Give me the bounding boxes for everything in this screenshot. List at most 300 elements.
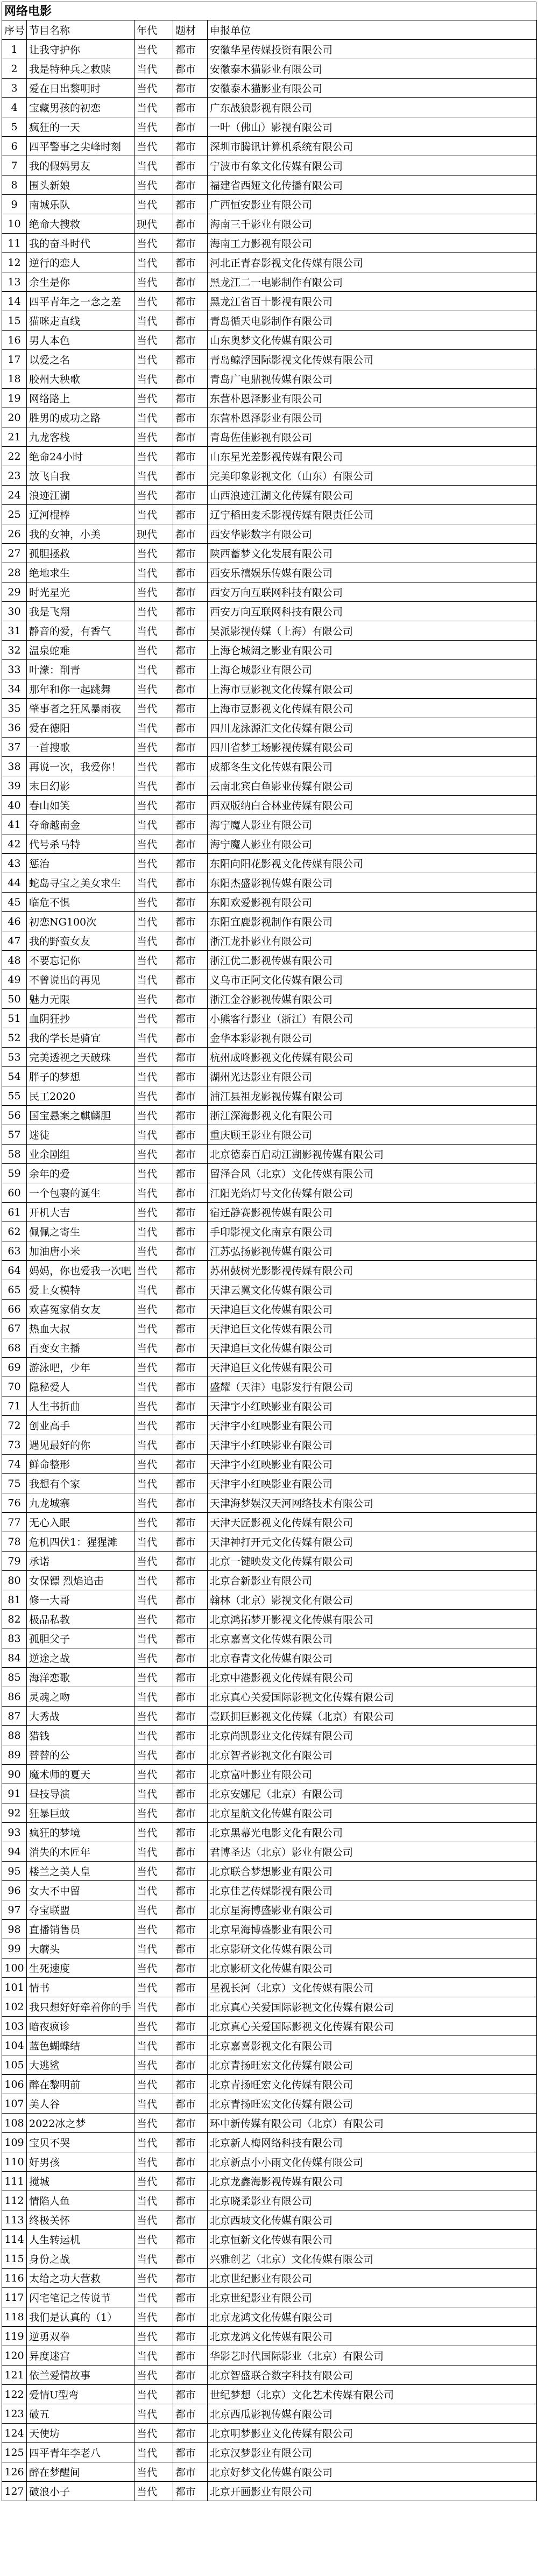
cell-program-name: 逆勇双拳 — [27, 2327, 134, 2346]
cell-applicant: 北京新人梅网络科技有限公司 — [208, 2133, 537, 2152]
cell-program-name: 极品私教 — [27, 1610, 134, 1629]
cell-program-name: 妈妈，你也爱我一次吧 — [27, 1261, 134, 1280]
cell-program-name: 叶濛：削青 — [27, 660, 134, 679]
cell-genre: 都市 — [173, 1862, 208, 1881]
cell-serial: 23 — [2, 466, 27, 486]
cell-serial: 57 — [2, 1125, 27, 1145]
cell-serial: 53 — [2, 1048, 27, 1067]
table-row — [2, 796, 537, 815]
cell-serial: 22 — [2, 447, 27, 466]
cell-program-name: 我想有个家 — [27, 1474, 134, 1493]
cell-applicant: 山东星光差影视传媒有限公司 — [208, 447, 537, 466]
table-row — [2, 1493, 537, 1513]
cell-applicant: 天津云翼文化传媒有限公司 — [208, 1280, 537, 1300]
cell-serial: 98 — [2, 1920, 27, 1939]
cell-serial: 15 — [2, 311, 27, 331]
cell-genre: 都市 — [173, 176, 208, 195]
cell-serial: 46 — [2, 912, 27, 931]
cell-program-name: 太给之功大营救 — [27, 2269, 134, 2288]
table-row — [2, 757, 537, 776]
cell-genre: 都市 — [173, 1241, 208, 1261]
table-row — [2, 1377, 537, 1396]
cell-era: 当代 — [134, 679, 173, 699]
table-row — [2, 1067, 537, 1086]
cell-serial: 49 — [2, 970, 27, 989]
cell-genre: 都市 — [173, 1629, 208, 1648]
cell-serial: 70 — [2, 1377, 27, 1396]
cell-applicant: 翰林（北京）影视文化有限公司 — [208, 1590, 537, 1610]
cell-serial: 68 — [2, 1338, 27, 1358]
cell-serial: 99 — [2, 1939, 27, 1959]
cell-program-name: 依兰爱情故事 — [27, 2366, 134, 2385]
cell-genre: 都市 — [173, 1571, 208, 1590]
cell-serial: 48 — [2, 951, 27, 970]
cell-applicant: 天津追巨文化传媒有限公司 — [208, 1358, 537, 1377]
cell-program-name: 百变女主播 — [27, 1338, 134, 1358]
table-row — [2, 40, 537, 59]
cell-era: 当代 — [134, 776, 173, 796]
cell-genre: 都市 — [173, 1416, 208, 1435]
cell-program-name: 灵魂之吻 — [27, 1687, 134, 1707]
cell-genre: 都市 — [173, 1222, 208, 1241]
cell-serial: 124 — [2, 2424, 27, 2443]
cell-program-name: 情书 — [27, 1978, 134, 1997]
cell-program-name: 狂暴巨蚊 — [27, 1803, 134, 1823]
cell-applicant: 东阳宜鹿影视制作有限公司 — [208, 912, 537, 931]
cell-applicant: 天津追巨文化传媒有限公司 — [208, 1338, 537, 1358]
cell-program-name: 胜男的成功之路 — [27, 408, 134, 427]
cell-genre: 都市 — [173, 2094, 208, 2114]
cell-genre: 都市 — [173, 1455, 208, 1474]
header-program-name: 节目名称 — [27, 20, 134, 40]
cell-applicant: 北京明梦影业文化传媒有限公司 — [208, 2424, 537, 2443]
cell-program-name: 闪宅笔记之传说节 — [27, 2288, 134, 2307]
cell-applicant: 辽宁稻田麦禾影视传媒有限责任公司 — [208, 505, 537, 524]
table-row — [2, 1048, 537, 1067]
cell-program-name: 昼技导演 — [27, 1784, 134, 1803]
cell-serial: 51 — [2, 1009, 27, 1028]
cell-genre: 都市 — [173, 2114, 208, 2133]
cell-applicant: 宿迁静赛影视传媒有限公司 — [208, 1203, 537, 1222]
header-era: 年代 — [134, 20, 173, 40]
table-row — [2, 582, 537, 602]
cell-program-name: 情陷人鱼 — [27, 2191, 134, 2210]
table-row — [2, 1164, 537, 1183]
cell-serial: 80 — [2, 1571, 27, 1590]
cell-serial: 61 — [2, 1203, 27, 1222]
cell-program-name: 终极关怀 — [27, 2210, 134, 2230]
cell-genre: 都市 — [173, 2443, 208, 2462]
cell-program-name: 醉在黎明前 — [27, 2075, 134, 2094]
cell-applicant: 上海仑城影业有限公司 — [208, 660, 537, 679]
table-row — [2, 195, 537, 214]
cell-applicant: 河北正青春影视文化传媒有限公司 — [208, 253, 537, 272]
cell-genre: 都市 — [173, 1067, 208, 1086]
cell-applicant: 完美印象影视文化（山东）有限公司 — [208, 466, 537, 486]
cell-program-name: 孤胆拯救 — [27, 544, 134, 563]
cell-program-name: 爱上女模特 — [27, 1280, 134, 1300]
table-row — [2, 1203, 537, 1222]
cell-applicant: 天津追巨文化传媒有限公司 — [208, 1300, 537, 1319]
cell-genre: 都市 — [173, 1474, 208, 1493]
cell-applicant: 山西浪迹江湖文化传媒有限公司 — [208, 486, 537, 505]
cell-applicant: 天津追巨文化传媒有限公司 — [208, 1319, 537, 1338]
cell-era: 当代 — [134, 602, 173, 621]
cell-era: 当代 — [134, 40, 173, 59]
cell-era: 当代 — [134, 2114, 173, 2133]
cell-serial: 59 — [2, 1164, 27, 1183]
cell-genre: 都市 — [173, 1183, 208, 1203]
cell-era: 当代 — [134, 1416, 173, 1435]
cell-serial: 79 — [2, 1552, 27, 1571]
cell-genre: 都市 — [173, 2424, 208, 2443]
cell-applicant: 江苏弘扬影视传媒有限公司 — [208, 1241, 537, 1261]
cell-applicant: 金华本彩影视有限公司 — [208, 1028, 537, 1048]
cell-serial: 27 — [2, 544, 27, 563]
cell-era: 当代 — [134, 2230, 173, 2249]
cell-era: 当代 — [134, 2327, 173, 2346]
cell-genre: 都市 — [173, 1939, 208, 1959]
cell-applicant: 天津海梦娱汉天河网络技术有限公司 — [208, 1493, 537, 1513]
cell-genre: 都市 — [173, 234, 208, 253]
table-row — [2, 214, 537, 234]
cell-serial: 100 — [2, 1959, 27, 1978]
cell-serial: 90 — [2, 1765, 27, 1784]
cell-genre: 都市 — [173, 1164, 208, 1183]
table-row — [2, 1222, 537, 1241]
cell-program-name: 承诺 — [27, 1552, 134, 1571]
cell-serial: 44 — [2, 873, 27, 893]
cell-applicant: 北京晓柔影业有限公司 — [208, 2191, 537, 2210]
table-row — [2, 1745, 537, 1765]
cell-serial: 86 — [2, 1687, 27, 1707]
cell-era: 当代 — [134, 2191, 173, 2210]
table-row — [2, 1803, 537, 1823]
cell-program-name: 楼兰之美人皇 — [27, 1862, 134, 1881]
cell-genre: 都市 — [173, 757, 208, 776]
cell-genre: 都市 — [173, 1978, 208, 1997]
cell-era: 当代 — [134, 621, 173, 641]
table-row — [2, 1648, 537, 1668]
cell-serial: 43 — [2, 854, 27, 873]
cell-era: 当代 — [134, 1881, 173, 1900]
cell-genre: 都市 — [173, 195, 208, 214]
cell-era: 当代 — [134, 1183, 173, 1203]
cell-program-name: 我的野蛮女友 — [27, 931, 134, 951]
cell-era: 当代 — [134, 544, 173, 563]
cell-genre: 都市 — [173, 1358, 208, 1377]
table-row — [2, 447, 537, 466]
cell-applicant: 北京鸿拓梦开影视文化传媒有限公司 — [208, 1610, 537, 1629]
cell-era: 当代 — [134, 408, 173, 427]
cell-genre: 都市 — [173, 1338, 208, 1358]
cell-genre: 都市 — [173, 2152, 208, 2172]
cell-era: 当代 — [134, 1455, 173, 1474]
cell-era: 当代 — [134, 796, 173, 815]
cell-program-name: 我是特种兵之救赎 — [27, 59, 134, 79]
cell-program-name: 浪迹江湖 — [27, 486, 134, 505]
table-row — [2, 1552, 537, 1571]
cell-applicant: 手印影视文化南京有限公司 — [208, 1222, 537, 1241]
cell-applicant: 北京龙鸿文化传媒有限公司 — [208, 2307, 537, 2327]
cell-program-name: 加油唐小米 — [27, 1241, 134, 1261]
cell-era: 当代 — [134, 2346, 173, 2366]
cell-program-name: 我的假妈男友 — [27, 156, 134, 176]
cell-genre: 都市 — [173, 776, 208, 796]
cell-applicant: 黑龙江省百十影视有限公司 — [208, 292, 537, 311]
cell-program-name: 我们是认真的（1） — [27, 2307, 134, 2327]
table-row — [2, 1668, 537, 1687]
table-row — [2, 1106, 537, 1125]
cell-genre: 都市 — [173, 563, 208, 582]
cell-program-name: 九龙城寨 — [27, 1493, 134, 1513]
cell-genre: 都市 — [173, 408, 208, 427]
cell-applicant: 天津宇小红映影业有限公司 — [208, 1416, 537, 1435]
table-row — [2, 893, 537, 912]
cell-applicant: 北京青扬旺宏文化传媒有限公司 — [208, 2094, 537, 2114]
cell-genre: 都市 — [173, 2210, 208, 2230]
cell-program-name: 孤胆父子 — [27, 1629, 134, 1648]
cell-applicant: 北京影研文化传媒有限公司 — [208, 1959, 537, 1978]
cell-applicant: 东营朴恩泽影业有限公司 — [208, 389, 537, 408]
cell-genre: 都市 — [173, 1687, 208, 1707]
cell-program-name: 欢喜冤家俏女友 — [27, 1300, 134, 1319]
cell-serial: 9 — [2, 195, 27, 214]
cell-era: 当代 — [134, 505, 173, 524]
cell-program-name: 鲜命整形 — [27, 1455, 134, 1474]
header-row — [2, 20, 537, 40]
table-row — [2, 350, 537, 369]
cell-applicant: 海宁魔人影业有限公司 — [208, 834, 537, 854]
cell-program-name: 女保镖 烈焰追击 — [27, 1571, 134, 1590]
cell-program-name: 生死速度 — [27, 1959, 134, 1978]
cell-era: 当代 — [134, 1338, 173, 1358]
cell-era: 当代 — [134, 1668, 173, 1687]
cell-applicant: 北京世纪影业有限公司 — [208, 2288, 537, 2307]
table-row — [2, 486, 537, 505]
cell-serial: 120 — [2, 2346, 27, 2366]
table-row — [2, 2269, 537, 2288]
table-row — [2, 1435, 537, 1455]
cell-serial: 6 — [2, 137, 27, 156]
cell-era: 当代 — [134, 738, 173, 757]
cell-applicant: 浙江深海影视文化有限公司 — [208, 1106, 537, 1125]
table-row — [2, 1241, 537, 1261]
cell-genre: 都市 — [173, 2385, 208, 2404]
cell-era: 当代 — [134, 1048, 173, 1067]
cell-applicant: 北京星海博盛影业有限公司 — [208, 1900, 537, 1920]
cell-era: 当代 — [134, 1028, 173, 1048]
table-row — [2, 1784, 537, 1803]
cell-serial: 29 — [2, 582, 27, 602]
cell-genre: 都市 — [173, 1707, 208, 1726]
cell-program-name: 网络路上 — [27, 389, 134, 408]
cell-serial: 72 — [2, 1416, 27, 1435]
table-row — [2, 176, 537, 195]
cell-genre: 都市 — [173, 931, 208, 951]
cell-applicant: 西双版纳白合林业传媒有限公司 — [208, 796, 537, 815]
cell-program-name: 胖子的梦想 — [27, 1067, 134, 1086]
cell-genre: 都市 — [173, 2230, 208, 2249]
cell-genre: 都市 — [173, 1261, 208, 1280]
cell-era: 当代 — [134, 582, 173, 602]
cell-serial: 115 — [2, 2249, 27, 2269]
cell-era: 当代 — [134, 1241, 173, 1261]
cell-genre: 都市 — [173, 641, 208, 660]
cell-applicant: 上海市豆影视文化传媒有限公司 — [208, 679, 537, 699]
table-row — [2, 1823, 537, 1842]
table-row — [2, 2055, 537, 2075]
cell-genre: 都市 — [173, 389, 208, 408]
cell-applicant: 北京西坡文化传媒有限公司 — [208, 2210, 537, 2230]
table-row — [2, 776, 537, 796]
cell-program-name: 2022冰之梦 — [27, 2114, 134, 2133]
table-row — [2, 2288, 537, 2307]
cell-serial: 54 — [2, 1067, 27, 1086]
cell-era: 当代 — [134, 1319, 173, 1338]
cell-era: 当代 — [134, 447, 173, 466]
cell-program-name: 遇见最好的你 — [27, 1435, 134, 1455]
cell-era: 当代 — [134, 1978, 173, 1997]
cell-serial: 96 — [2, 1881, 27, 1900]
cell-serial: 94 — [2, 1842, 27, 1862]
cell-genre: 都市 — [173, 253, 208, 272]
cell-serial: 11 — [2, 234, 27, 253]
cell-genre: 都市 — [173, 2191, 208, 2210]
cell-serial: 63 — [2, 1241, 27, 1261]
cell-program-name: 疯狂的梦境 — [27, 1823, 134, 1842]
cell-program-name: 搅城 — [27, 2172, 134, 2191]
table-row — [2, 1474, 537, 1493]
cell-applicant: 西安华影数字有限公司 — [208, 524, 537, 544]
cell-era: 当代 — [134, 641, 173, 660]
cell-applicant: 广西恒安影业有限公司 — [208, 195, 537, 214]
cell-era: 当代 — [134, 1261, 173, 1280]
cell-program-name: 醉在梦醒间 — [27, 2462, 134, 2482]
cell-genre: 都市 — [173, 292, 208, 311]
cell-applicant: 吴派影视传媒（上海）有限公司 — [208, 621, 537, 641]
table-row — [2, 989, 537, 1009]
cell-applicant: 北京星航文化传媒有限公司 — [208, 1803, 537, 1823]
cell-era: 当代 — [134, 1707, 173, 1726]
cell-genre: 都市 — [173, 1668, 208, 1687]
cell-program-name: 爱在日出黎明时 — [27, 79, 134, 98]
cell-genre: 都市 — [173, 311, 208, 331]
cell-era: 当代 — [134, 1009, 173, 1028]
cell-era: 当代 — [134, 137, 173, 156]
cell-program-name: 破五 — [27, 2404, 134, 2424]
cell-genre: 都市 — [173, 447, 208, 466]
cell-genre: 都市 — [173, 1920, 208, 1939]
cell-era: 当代 — [134, 2094, 173, 2114]
cell-genre: 都市 — [173, 854, 208, 873]
cell-era: 当代 — [134, 834, 173, 854]
table-row — [2, 2094, 537, 2114]
cell-program-name: 不曾说出的再见 — [27, 970, 134, 989]
cell-applicant: 东阳欢爱影视有限公司 — [208, 893, 537, 912]
cell-era: 当代 — [134, 563, 173, 582]
cell-serial: 18 — [2, 369, 27, 389]
cell-serial: 125 — [2, 2443, 27, 2462]
cell-era: 当代 — [134, 1571, 173, 1590]
cell-program-name: 围头新娘 — [27, 176, 134, 195]
header-serial: 序号 — [2, 20, 27, 40]
cell-serial: 106 — [2, 2075, 27, 2094]
cell-genre: 都市 — [173, 214, 208, 234]
cell-era: 当代 — [134, 1590, 173, 1610]
table-row — [2, 641, 537, 660]
cell-era: 当代 — [134, 2210, 173, 2230]
cell-serial: 25 — [2, 505, 27, 524]
table-row — [2, 1358, 537, 1377]
cell-era: 当代 — [134, 2462, 173, 2482]
table-row — [2, 1610, 537, 1629]
cell-program-name: 男人本色 — [27, 331, 134, 350]
cell-serial: 126 — [2, 2462, 27, 2482]
cell-applicant: 北京青扬旺宏文化传媒有限公司 — [208, 2075, 537, 2094]
cell-serial: 7 — [2, 156, 27, 176]
cell-program-name: 开机大吉 — [27, 1203, 134, 1222]
table-row — [2, 1396, 537, 1416]
table-row — [2, 912, 537, 931]
cell-serial: 85 — [2, 1668, 27, 1687]
cell-era: 当代 — [134, 1997, 173, 2017]
cell-applicant: 天津神打开元文化传媒有限公司 — [208, 1532, 537, 1552]
cell-applicant: 湖州光达影业有限公司 — [208, 1067, 537, 1086]
table-row — [2, 2307, 537, 2327]
cell-era: 当代 — [134, 389, 173, 408]
cell-era: 当代 — [134, 1862, 173, 1881]
cell-serial: 4 — [2, 98, 27, 117]
cell-program-name: 完美透视之天破珠 — [27, 1048, 134, 1067]
cell-program-name: 夺宝联盟 — [27, 1900, 134, 1920]
cell-era: 当代 — [134, 292, 173, 311]
cell-era: 当代 — [134, 2172, 173, 2191]
cell-program-name: 大逃鲨 — [27, 2055, 134, 2075]
cell-serial: 2 — [2, 59, 27, 79]
cell-serial: 93 — [2, 1823, 27, 1842]
cell-program-name: 再说一次，我爱你！ — [27, 757, 134, 776]
cell-applicant: 北京好梦文化传媒有限公司 — [208, 2462, 537, 2482]
cell-era: 当代 — [134, 1765, 173, 1784]
cell-genre: 都市 — [173, 1842, 208, 1862]
cell-serial: 107 — [2, 2094, 27, 2114]
cell-genre: 都市 — [173, 1203, 208, 1222]
cell-serial: 84 — [2, 1648, 27, 1668]
cell-serial: 118 — [2, 2307, 27, 2327]
cell-program-name: 逆行的恋人 — [27, 253, 134, 272]
table-row — [2, 1726, 537, 1745]
cell-program-name: 四平警事之尖峰时刻 — [27, 137, 134, 156]
cell-applicant: 北京中港影视文化传媒有限公司 — [208, 1668, 537, 1687]
cell-program-name: 迷徒 — [27, 1125, 134, 1145]
cell-serial: 19 — [2, 389, 27, 408]
cell-genre: 都市 — [173, 1493, 208, 1513]
cell-serial: 110 — [2, 2152, 27, 2172]
cell-genre: 都市 — [173, 1648, 208, 1668]
table-row — [2, 1629, 537, 1648]
table-row — [2, 1900, 537, 1920]
cell-genre: 都市 — [173, 1145, 208, 1164]
cell-program-name: 天使坊 — [27, 2424, 134, 2443]
cell-program-name: 临危不惧 — [27, 893, 134, 912]
cell-genre: 都市 — [173, 524, 208, 544]
cell-serial: 73 — [2, 1435, 27, 1455]
table-row — [2, 1978, 537, 1997]
cell-applicant: 北京安娜尼（北京）有限公司 — [208, 1784, 537, 1803]
cell-serial: 33 — [2, 660, 27, 679]
cell-serial: 121 — [2, 2366, 27, 2385]
